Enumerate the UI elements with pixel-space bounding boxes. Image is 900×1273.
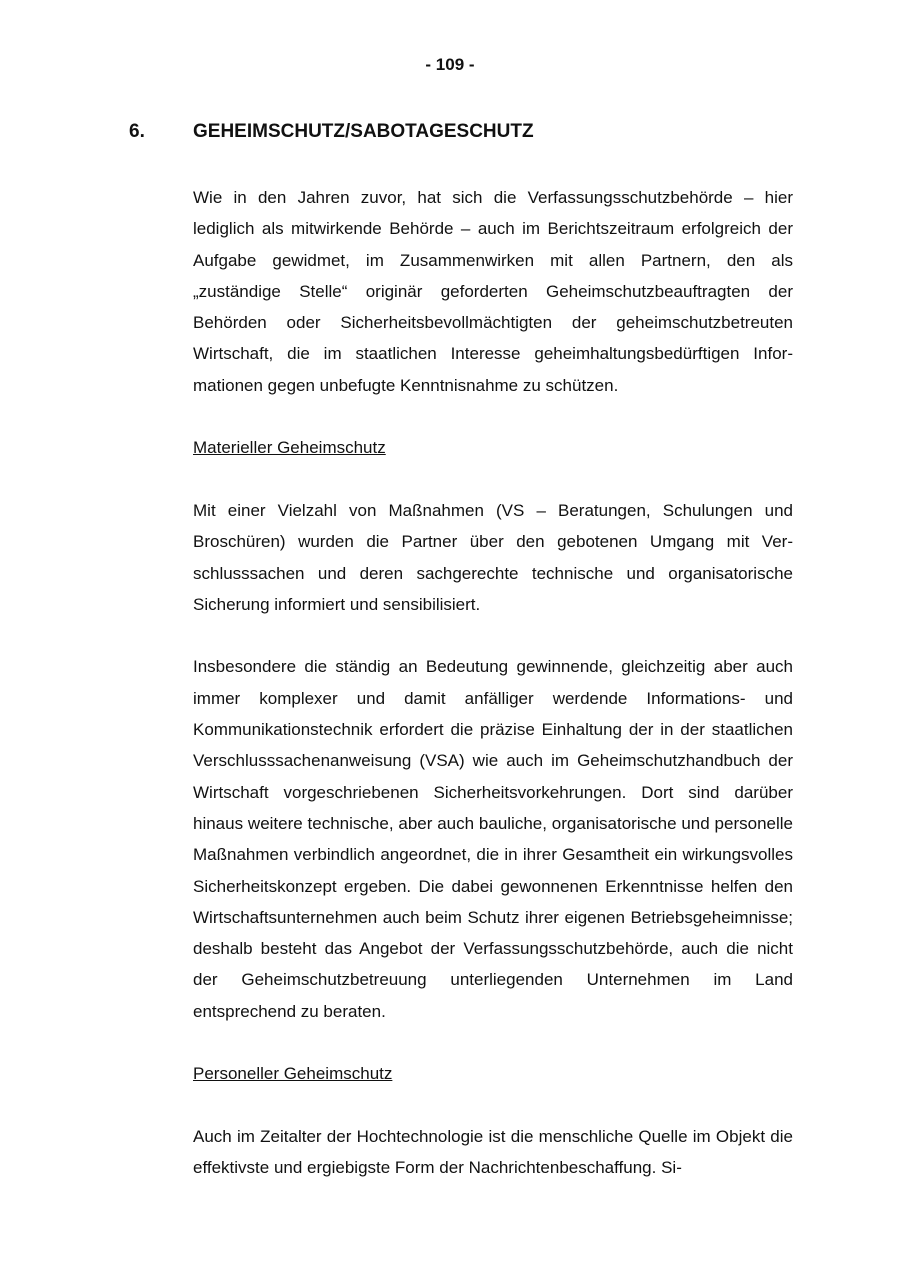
page-number: - 109 - <box>425 55 475 74</box>
chapter-number: 6. <box>129 121 145 142</box>
materiell-paragraph-1: Mit einer Vielzahl von Maßnahmen (VS – Beratungen, Schulungen und Broschüren) wurden die Partner über den gebotenen Umgang mit Verschlusssachen und deren sachgerechte technische und organisatorische Sicherung informiert und sensibilisiert. <box>193 500 793 614</box>
personell-paragraph-1: Auch im Zeitalter der Hochtechnologie ist die menschliche Quelle im Objekt die effektivste und ergiebigste Form der Nachrichtenbeschaffung. Si- <box>193 1126 793 1178</box>
personell-heading: Personeller Geheimschutz <box>193 1064 393 1084</box>
materiell-heading: Materieller Geheimschutz <box>193 438 386 458</box>
chapter-title: GEHEIMSCHUTZ/SABOTAGESCHUTZ <box>193 121 534 142</box>
main-content <box>193 182 793 1184</box>
intro-paragraph: Wie in den Jahren zuvor, hat sich die Verfassungsschutzbehörde – hier lediglich als mitwirkende Behörde – auch im Berichtszeitraum erfolgreich der Aufgabe gewidmet, im Zusammenwirken mit allen Partnern, den als „zuständige Stelle“ originär geforderten Geheimschutzbeauftragten der Behörden oder Sicherheitsbevollmächtigten der geheimschutzbetreuten Wirtschaft, die im staatlichen Interesse geheimhaltungsbedürftigen Informationen gegen unbefugte Kenntnisnahme zu schützen. <box>193 188 793 395</box>
materiell-paragraph-2: Insbesondere die ständig an Bedeutung gewinnende, gleichzeitig aber auch immer komplexer und damit anfälliger werdende Informations- und Kommunikationstechnik erfordert die präzise Einhaltung der in der staatlichen Verschlusssachenanweisung (VSA) wie auch im Geheimschutzhandbuch der Wirtschaft vorgeschriebenen Sicherheitsvorkehrungen. Dort sind darüber hinaus weitere technische, aber auch bauliche, organisatorische und personelle Maßnahmen verbindlich angeordnet, die in ihrer Gesamtheit ein wirkungsvolles Sicherheitskonzept ergeben. Die dabei gewonnenen Erkenntnisse helfen den Wirtschaftsunternehmen auch beim Schutz ihrer eigenen Betriebsgeheimnisse; deshalb besteht das Angebot der Verfassungsschutzbehörde, auch die nicht der Geheimschutzbetreuung unterliegenden Unternehmen im Land entsprechend zu beraten. <box>193 657 793 1021</box>
